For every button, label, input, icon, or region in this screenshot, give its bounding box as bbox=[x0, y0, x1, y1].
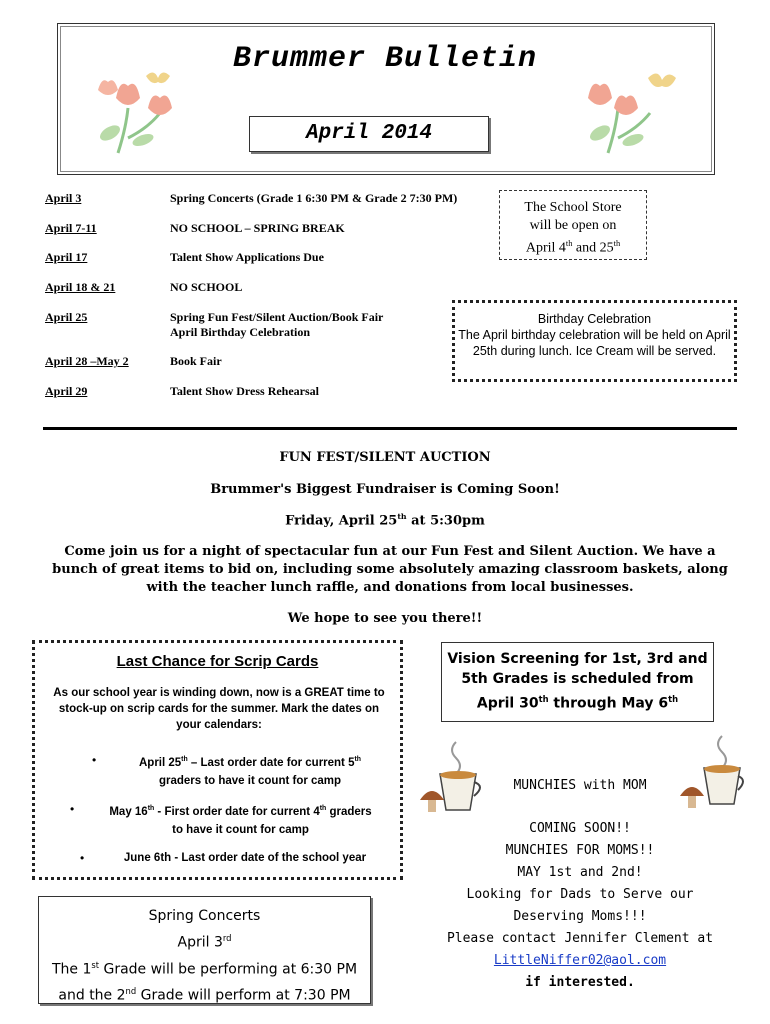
concerts-line: The 1st Grade will be performing at 6:30 PM bbox=[51, 959, 358, 978]
vision-screening-box bbox=[441, 642, 714, 722]
funfest-subheading: Brummer's Biggest Fundraiser is Coming Soon! bbox=[210, 482, 560, 497]
calendar-date: April 7-11 bbox=[45, 221, 97, 235]
bullet-icon: • bbox=[80, 851, 85, 865]
scrip-card-box bbox=[32, 640, 403, 880]
calendar-event: NO SCHOOL – SPRING BREAK bbox=[170, 221, 345, 235]
spring-concerts-box bbox=[38, 896, 371, 1004]
calendar-date: April 18 & 21 bbox=[45, 280, 116, 294]
scrip-item: May 16th - First order date for current 4th graders to have it count for camp bbox=[109, 805, 372, 836]
flower-butterfly-icon-right bbox=[578, 68, 688, 156]
funfest-closing: We hope to see you there!! bbox=[287, 611, 483, 626]
birthday-title: Birthday Celebration bbox=[537, 312, 652, 326]
school-store-notice bbox=[499, 190, 647, 260]
calendar-event: NO SCHOOL bbox=[170, 280, 243, 294]
munchies-line: MAY 1st and 2nd! bbox=[517, 865, 643, 880]
vision-line: Vision Screening for 1st, 3rd and bbox=[447, 651, 708, 667]
calendar-event: April Birthday Celebration bbox=[170, 325, 310, 339]
concerts-title: Spring Concerts bbox=[148, 908, 261, 924]
munchies-line: Please contact Jennifer Clement at bbox=[446, 931, 714, 946]
munchies-line: COMING SOON!! bbox=[529, 821, 631, 836]
bulletin-title: Brummer Bulletin bbox=[232, 42, 538, 76]
calendar-event: Spring Fun Fest/Silent Auction/Book Fair bbox=[170, 310, 384, 324]
munchies-title: MUNCHIES with MOM bbox=[513, 778, 647, 793]
bullet-icon: • bbox=[70, 802, 75, 816]
calendar-date: April 25 bbox=[45, 310, 88, 324]
funfest-heading: FUN FEST/SILENT AUCTION bbox=[279, 450, 491, 465]
munchies-email-row bbox=[440, 950, 720, 972]
calendar-event: Talent Show Dress Rehearsal bbox=[170, 384, 320, 398]
scrip-item: June 6th - Last order date of the school year bbox=[123, 852, 367, 864]
flower-butterfly-icon-left bbox=[88, 68, 198, 156]
scrip-intro: As our school year is winding down, now is a GREAT time to stock-up on scrip cards for the summer. Mark the dates on your calendars: bbox=[53, 687, 385, 731]
scrip-item: April 25th – Last order date for current 5th graders to have it count for camp bbox=[138, 756, 361, 787]
funfest-date: Friday, April 25th at 5:30pm bbox=[285, 512, 485, 529]
birthday-body: The April birthday celebration will be held on April 25th during lunch. Ice Cream will be served. bbox=[458, 328, 731, 358]
calendar-event: Spring Concerts (Grade 1 6:30 PM & Grade 2 7:30 PM) bbox=[170, 191, 458, 205]
divider bbox=[43, 427, 737, 430]
calendar-event: Talent Show Applications Due bbox=[170, 250, 324, 264]
coffee-cup-icon-right bbox=[678, 732, 748, 812]
email-link[interactable]: LittleNiffer02@aol.com bbox=[493, 953, 667, 968]
concerts-line: and the 2nd Grade will perform at 7:30 PM bbox=[58, 986, 351, 1004]
bullet-icon: • bbox=[92, 753, 97, 767]
calendar-date: April 29 bbox=[45, 384, 88, 398]
store-line: April 4th and 25th bbox=[525, 239, 621, 256]
munchies-line: if interested. bbox=[525, 975, 635, 990]
calendar-date: April 3 bbox=[45, 191, 82, 205]
scrip-title: Last Chance for Scrip Cards bbox=[116, 653, 319, 670]
issue-date: April 2014 bbox=[249, 116, 489, 152]
birthday-notice bbox=[452, 300, 737, 382]
calendar-event: Book Fair bbox=[170, 354, 222, 368]
calendar-date: April 28 –May 2 bbox=[45, 354, 129, 368]
funfest-paragraph: Come join us for a night of spectacular fun at our Fun Fest and Silent Auction. We have a bunch of great items to bid on, including some absolutely amazing classroom baskets, along with the teacher lunch raffle, and donations from local businesses. bbox=[52, 544, 728, 595]
store-line: The School Store bbox=[524, 200, 622, 215]
store-line: will be open on bbox=[529, 218, 617, 233]
munchies-line: Looking for Dads to Serve our bbox=[466, 887, 694, 902]
munchies-line: Deserving Moms!!! bbox=[513, 909, 647, 924]
vision-line: 5th Grades is scheduled from bbox=[461, 671, 694, 687]
vision-line: April 30th through May 6th bbox=[476, 694, 679, 712]
calendar-date: April 17 bbox=[45, 250, 88, 264]
concerts-date: April 3rd bbox=[177, 933, 232, 951]
munchies-line: MUNCHIES FOR MOMS!! bbox=[505, 843, 655, 858]
